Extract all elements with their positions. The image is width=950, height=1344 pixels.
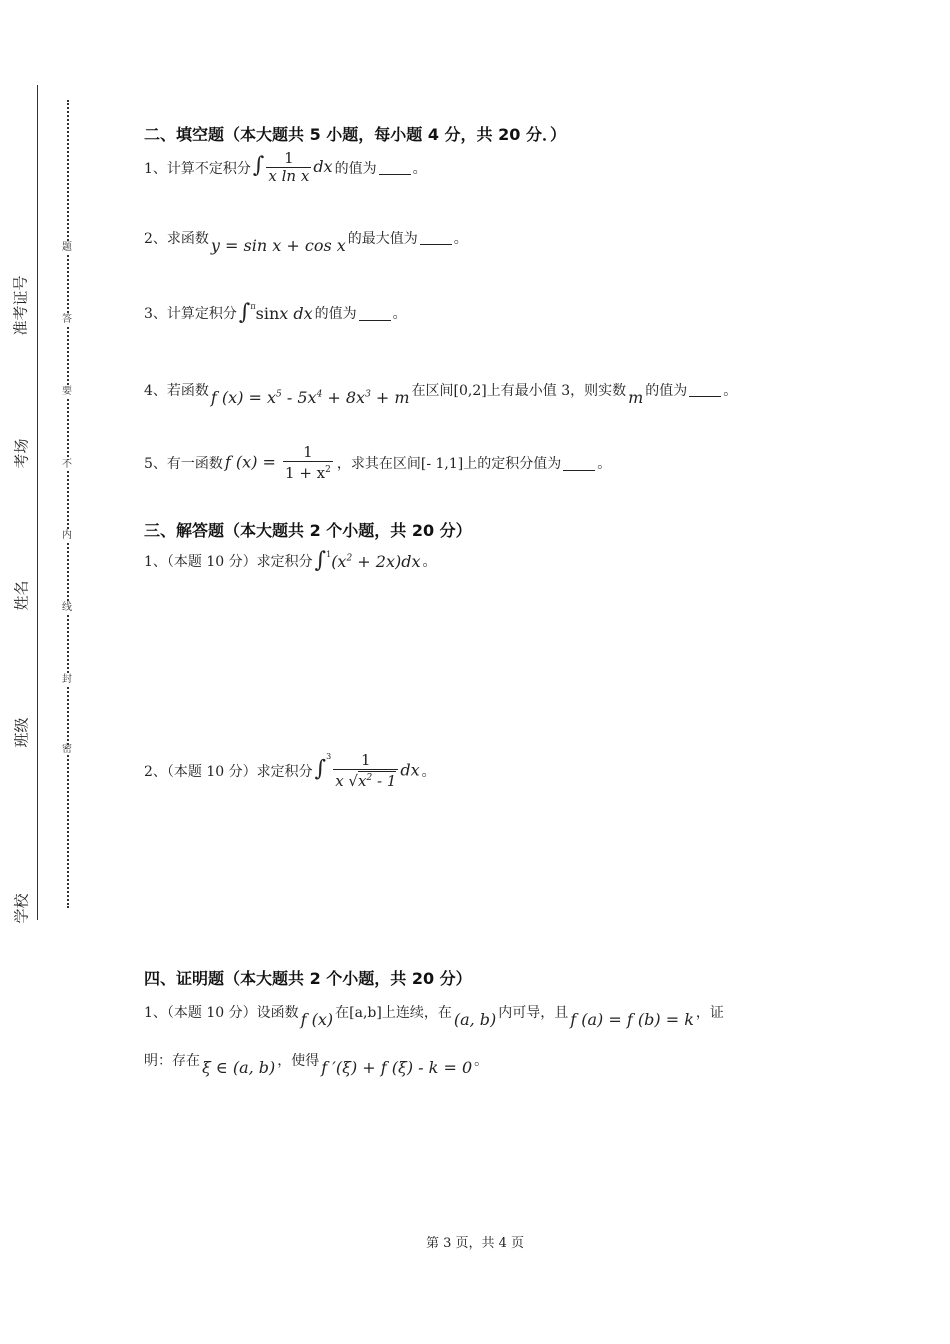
- seal-char-ti: 题: [62, 242, 72, 253]
- s3-q2-end: 。: [421, 764, 436, 780]
- s2-q5-pre: 5、有一函数: [144, 456, 223, 472]
- s3-q2-formula: ∫$^3$ $\frac{1}{x √x^2 - 1}$ dx: [314, 751, 420, 790]
- s2-q1-post: 的值为: [334, 160, 377, 177]
- s2-q3-blank[interactable]: [359, 306, 391, 321]
- s2-q2: [144, 220, 468, 255]
- binding-label-class: 班级: [12, 717, 31, 748]
- s2-q2-pre: 2、求函数: [144, 230, 209, 247]
- s3-q2: [144, 752, 436, 790]
- s2-q2-end: 。: [453, 230, 468, 247]
- s2-q4-formula: f $(x) = x^5 - 5x^4 + 8x^3 + m$: [210, 388, 410, 407]
- seal-char-feng: 封: [62, 674, 72, 685]
- s4-q1-line2-mid: ，使得: [277, 1052, 320, 1069]
- s2-q3-post: 的值为: [314, 306, 357, 322]
- seal-char-xian: 线: [62, 602, 72, 613]
- section4-heading: 四、证明题（本大题共 2 个小题，共 20 分）: [144, 969, 472, 988]
- s2-q5-blank[interactable]: [563, 456, 595, 471]
- s3-q1-formula: $\int^1(x^2 + 2x)dx$: [314, 548, 421, 573]
- s2-q4-post: 的值为: [645, 382, 688, 399]
- s4-q1-fx: f (x): [300, 1010, 334, 1029]
- page-footer: 第 3 页，共 4 页: [425, 1236, 525, 1251]
- s4-q1-line2: [144, 1042, 488, 1077]
- seal-char-mi: 密: [62, 744, 72, 755]
- s4-q1-end1: ，证: [695, 1004, 724, 1021]
- s2-q4: [144, 372, 737, 407]
- s4-q1-xi: ξ ∈ (a, b): [202, 1058, 276, 1077]
- s3-q1: [144, 550, 436, 572]
- section3-heading: 三、解答题（本大题共 2 个小题，共 20 分）: [144, 521, 472, 540]
- s2-q1-end: 。: [412, 160, 427, 177]
- s2-q1: [144, 150, 427, 185]
- binding-label-ticket-number: 准考证号: [11, 275, 30, 336]
- s2-q4-var: m: [628, 388, 644, 407]
- s4-q1-line2-pre: 明：存在: [144, 1052, 200, 1069]
- s2-q2-formula: y = sin x + cos x: [210, 236, 346, 255]
- s4-q1-equation: f ′(ξ) + f (ξ) - k = 0: [321, 1058, 473, 1077]
- s2-q1-pre: 1、计算不定积分: [144, 160, 251, 177]
- binding-solid-line: [37, 85, 38, 920]
- s2-q1-blank[interactable]: [379, 160, 411, 175]
- section2-heading: 二、填空题（本大题共 5 小题，每小题 4 分，共 20 分．）: [144, 125, 566, 144]
- s4-q1-mid2: 内可导，且: [498, 1004, 569, 1021]
- s2-q4-end: 。: [723, 382, 738, 399]
- s4-q1-ab: (a, b): [453, 1010, 497, 1029]
- s2-q5: [144, 444, 611, 482]
- binding-label-school: 学校: [12, 893, 31, 924]
- s2-q4-pre: 4、若函数: [144, 382, 209, 399]
- s4-q1-mid1: 在[a,b]上连续，在: [335, 1004, 452, 1021]
- s2-q3-formula: ∫$^\pi$sinx dx: [238, 300, 313, 325]
- s2-q2-blank[interactable]: [420, 230, 452, 245]
- s3-q2-pre: 2、（本题 10 分）求定积分: [144, 764, 313, 780]
- seal-char-yao: 要: [62, 386, 72, 397]
- s2-q4-blank[interactable]: [689, 382, 721, 397]
- s4-q1-line1: [144, 994, 724, 1029]
- s3-q1-end: 。: [422, 554, 437, 570]
- seal-char-bu: 不: [62, 459, 72, 470]
- s4-q1-cond: f (a) = f (b) = k: [570, 1010, 694, 1029]
- s2-q3: [144, 302, 407, 324]
- seal-char-da: 答: [62, 314, 72, 325]
- seal-char-nei: 内: [62, 530, 72, 541]
- s2-q5-end: 。: [597, 456, 612, 472]
- s2-q1-formula: ∫ $\frac{1}{\text{x ln x}}$ dx: [252, 149, 333, 185]
- s2-q5-post: ，求其在区间[- 1,1]上的定积分值为: [336, 456, 562, 472]
- s2-q3-pre: 3、计算定积分: [144, 306, 237, 322]
- binding-dotted-line: [67, 100, 69, 908]
- s4-q1-pre: 1、（本题 10 分）设函数: [144, 1004, 299, 1021]
- binding-label-exam-room: 考场: [12, 438, 31, 469]
- s2-q4-mid: 在区间[0,2]上有最小值 3，则实数: [411, 382, 627, 399]
- binding-label-name: 姓名: [12, 580, 31, 611]
- s3-q1-pre: 1、（本题 10 分）求定积分: [144, 554, 313, 570]
- s2-q3-end: 。: [392, 306, 407, 322]
- s2-q2-post: 的最大值为: [347, 230, 418, 247]
- s4-q1-end2: 。: [474, 1052, 489, 1069]
- s2-q5-formula: f (x) = $\frac{1}{1 + x^2}$: [224, 443, 331, 482]
